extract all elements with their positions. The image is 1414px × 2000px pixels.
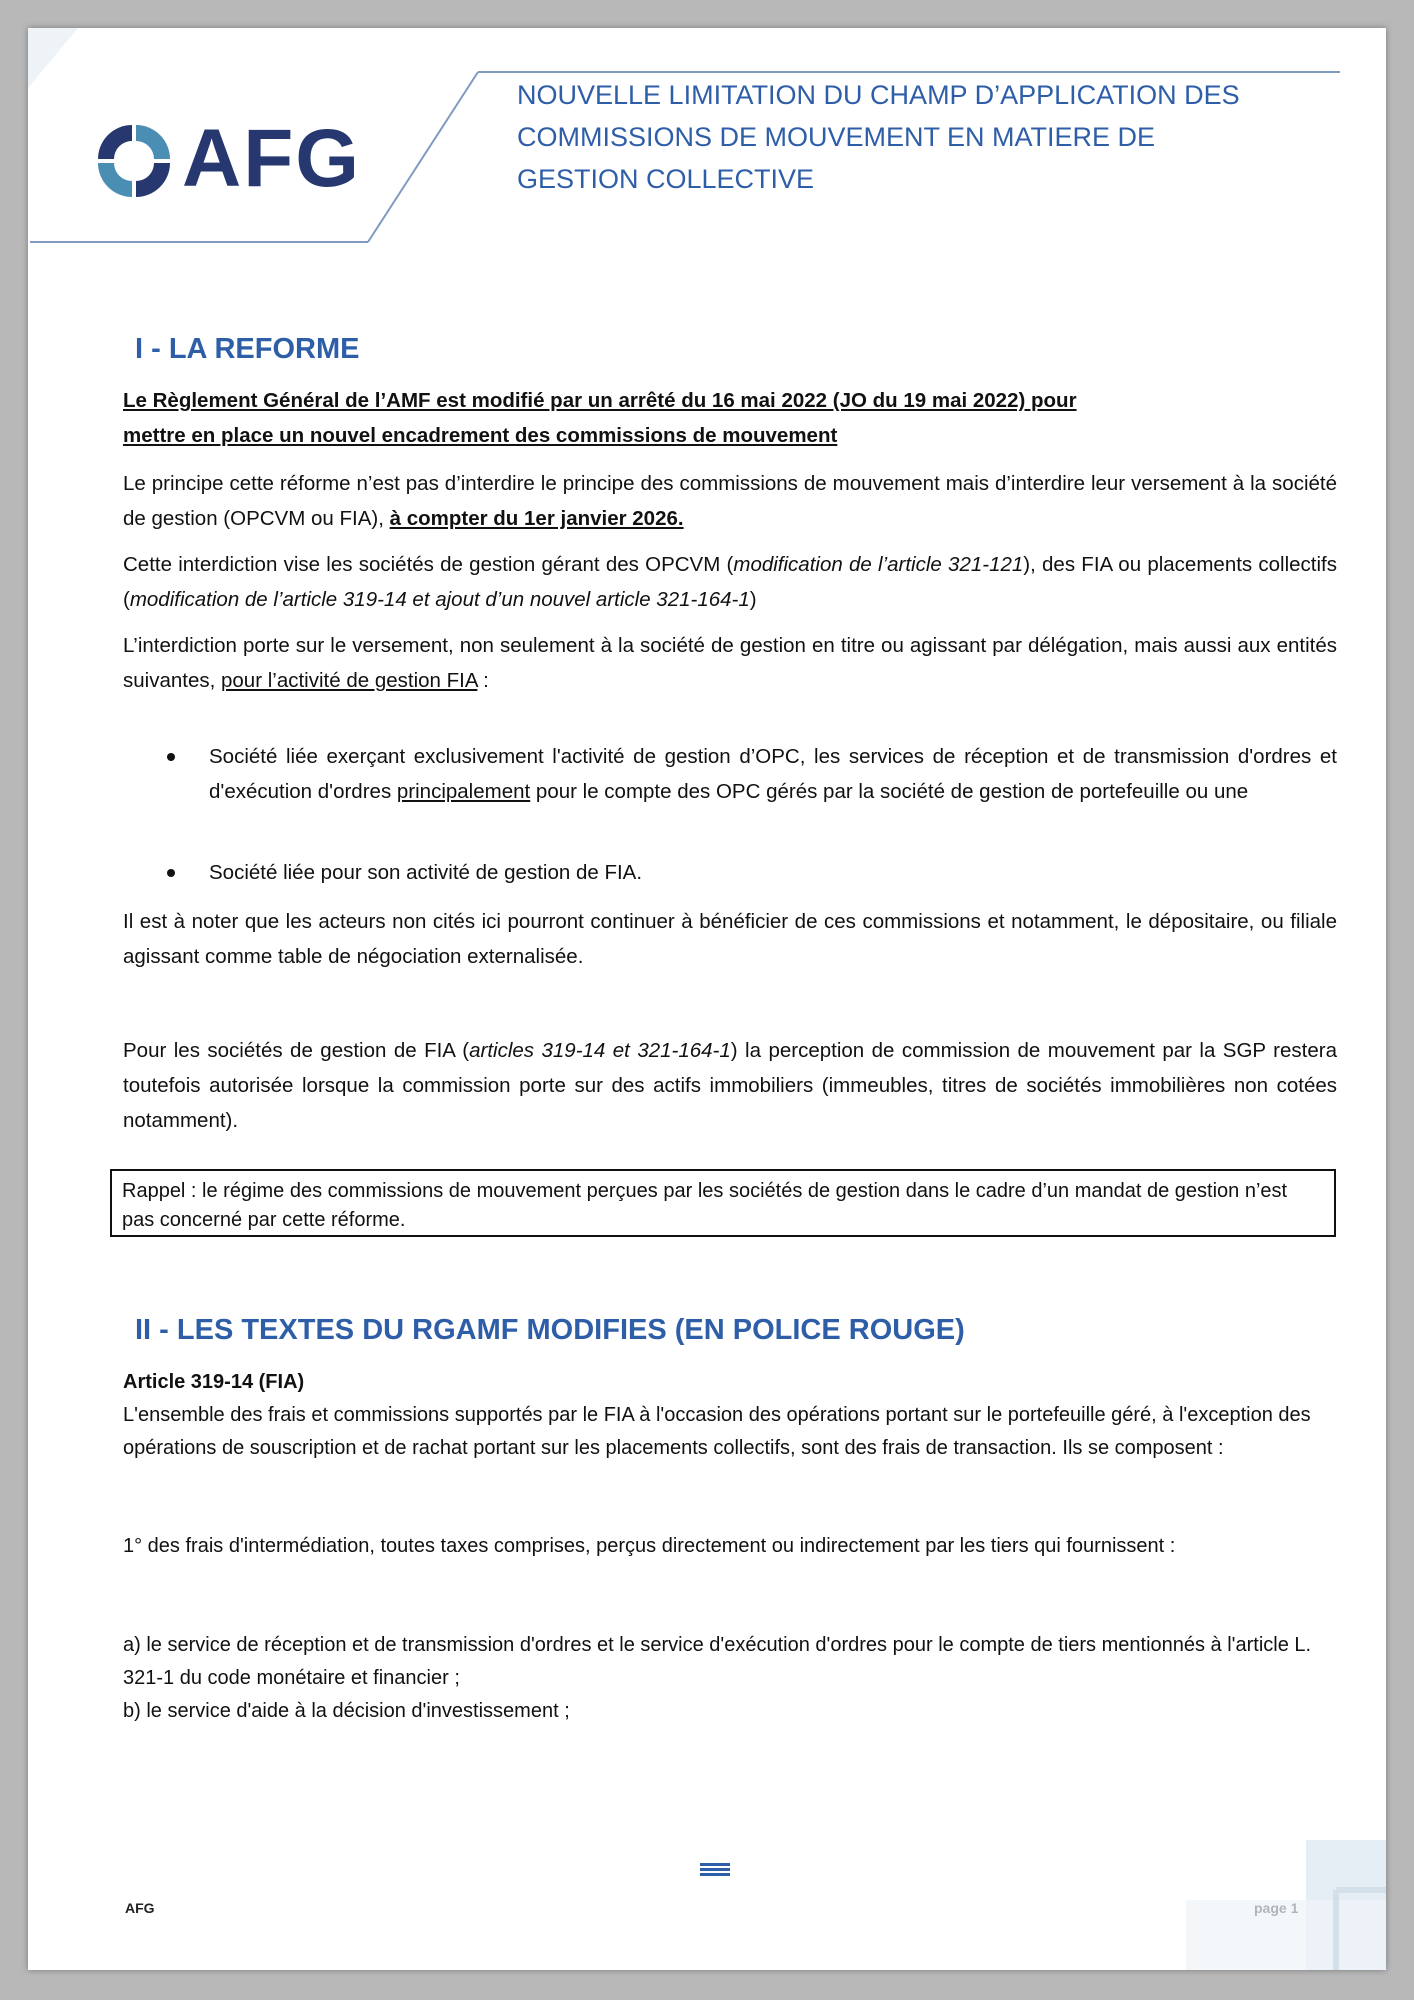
paragraph-fia bbox=[123, 1033, 1337, 1138]
principle-date: à compter du 1er janvier 2026. bbox=[389, 507, 684, 530]
scope-text-c: ), des FIA ou placements collectifs ( bbox=[123, 553, 1337, 611]
bullet-1-text-c: pour le compte des OPC gérés par la société de gestion de portefeuille ou une bbox=[530, 780, 1249, 803]
scope-text-a: Cette interdiction vise les sociétés de gestion gérant des OPCVM ( bbox=[123, 553, 734, 576]
afg-logo-icon bbox=[98, 121, 174, 197]
menu-icon[interactable] bbox=[700, 1861, 730, 1877]
article-item-b: b) le service d'aide à la décision d'investissement ; bbox=[123, 1700, 570, 1722]
title-line-2: COMMISSIONS DE MOUVEMENT EN MATIERE DE bbox=[517, 122, 1156, 152]
fia-text-a: Pour les sociétés de gestion de FIA ( bbox=[123, 1039, 470, 1062]
section-1-intro bbox=[123, 383, 1337, 453]
afg-logo bbox=[98, 113, 362, 204]
bullet-icon bbox=[167, 753, 175, 761]
title-line-1: NOUVELLE LIMITATION DU CHAMP D’APPLICATION DES bbox=[517, 80, 1240, 110]
section-2-heading: II - LES TEXTES DU RGAMF MODIFIES (EN POLICE ROUGE) bbox=[135, 1314, 965, 1346]
list-item bbox=[123, 739, 1337, 809]
logo-text: AFG bbox=[182, 113, 362, 204]
fia-text-c: ) la perception de commission de mouvement par la SGP restera toutefois autorisée lorsque la commission porte sur des actifs immobiliers (immeubles, titres de sociétés immobilières non cotées notamment). bbox=[123, 1039, 1337, 1132]
paragraph-principle bbox=[123, 466, 1337, 536]
bullet-1-text-a: Société liée exerçant exclusivement l'activité de gestion d’OPC, les services de réception et de transmission d'ordres et d'exécution d'ordres bbox=[209, 745, 1337, 803]
prohibition-text-c: : bbox=[477, 669, 489, 692]
scope-text-b: modification de l’article 321-121 bbox=[733, 553, 1024, 576]
bullet-icon bbox=[167, 869, 175, 877]
paragraph-scope bbox=[123, 547, 1337, 617]
list-item bbox=[123, 855, 1337, 890]
corner-decoration bbox=[1186, 1840, 1386, 1970]
article-paragraph-2: 1° des frais d'intermédiation, toutes taxes comprises, perçus directement ou indirectement par les tiers qui fournissent : bbox=[123, 1535, 1176, 1557]
article-title: Article 319-14 (FIA) bbox=[123, 1371, 305, 1393]
list-item-text bbox=[209, 739, 1337, 809]
prohibition-text-b: pour l’activité de gestion FIA bbox=[221, 669, 478, 692]
reminder-box: Rappel : le régime des commissions de mouvement perçues par les sociétés de gestion dans le cadre d’un mandat de gestion n’est pas concerné par cette réforme. bbox=[110, 1169, 1336, 1237]
paragraph-note: Il est à noter que les acteurs non cités ici pourront continuer à bénéficier de ces commissions et notamment, le dépositaire, ou filiale agissant comme table de négociation externalisée. bbox=[123, 910, 1337, 968]
scope-text-d: modification de l’article 319-14 et ajout d’un nouvel article 321-164-1 bbox=[129, 588, 750, 611]
section-1-heading: I - LA REFORME bbox=[135, 333, 360, 365]
list-item-text: Société liée pour son activité de gestion de FIA. bbox=[209, 861, 643, 884]
prohibition-text-a: L’interdiction porte sur le versement, non seulement à la société de gestion en titre ou agissant par délégation, mais aussi aux entités suivantes, bbox=[123, 634, 1337, 692]
document-title bbox=[517, 74, 1337, 200]
document-page bbox=[28, 28, 1386, 1970]
fia-text-b: articles 319-14 et 321-164-1 bbox=[469, 1039, 731, 1062]
footer-org: AFG bbox=[125, 1900, 155, 1916]
article-item-a: a) le service de réception et de transmission d'ordres et le service d'exécution d'ordres pour le compte de tiers mentionnés à l'article L. 321-1 du code monétaire et financier ; bbox=[123, 1634, 1312, 1689]
intro-line-1: Le Règlement Général de l’AMF est modifié par un arrêté du 16 mai 2022 (JO du 19 mai 2022) pour bbox=[123, 389, 1077, 412]
intro-line-2: mettre en place un nouvel encadrement des commissions de mouvement bbox=[123, 424, 838, 447]
scope-text-e: ) bbox=[749, 588, 757, 611]
paragraph-prohibition bbox=[123, 628, 1337, 698]
article-paragraph-1: L'ensemble des frais et commissions supportés par le FIA à l'occasion des opérations portant sur le portefeuille géré, à l'exception des opérations de souscription et de rachat portant sur les placements collectifs, sont des frais de transaction. Ils se composent : bbox=[123, 1404, 1311, 1459]
principle-text: Le principe cette réforme n’est pas d’interdire le principe des commissions de mouvement mais d’interdire leur versement à la société de gestion (OPCVM ou FIA), bbox=[123, 472, 1337, 530]
title-line-3: GESTION COLLECTIVE bbox=[517, 164, 815, 194]
bullet-1-text-b: principalement bbox=[396, 780, 531, 803]
